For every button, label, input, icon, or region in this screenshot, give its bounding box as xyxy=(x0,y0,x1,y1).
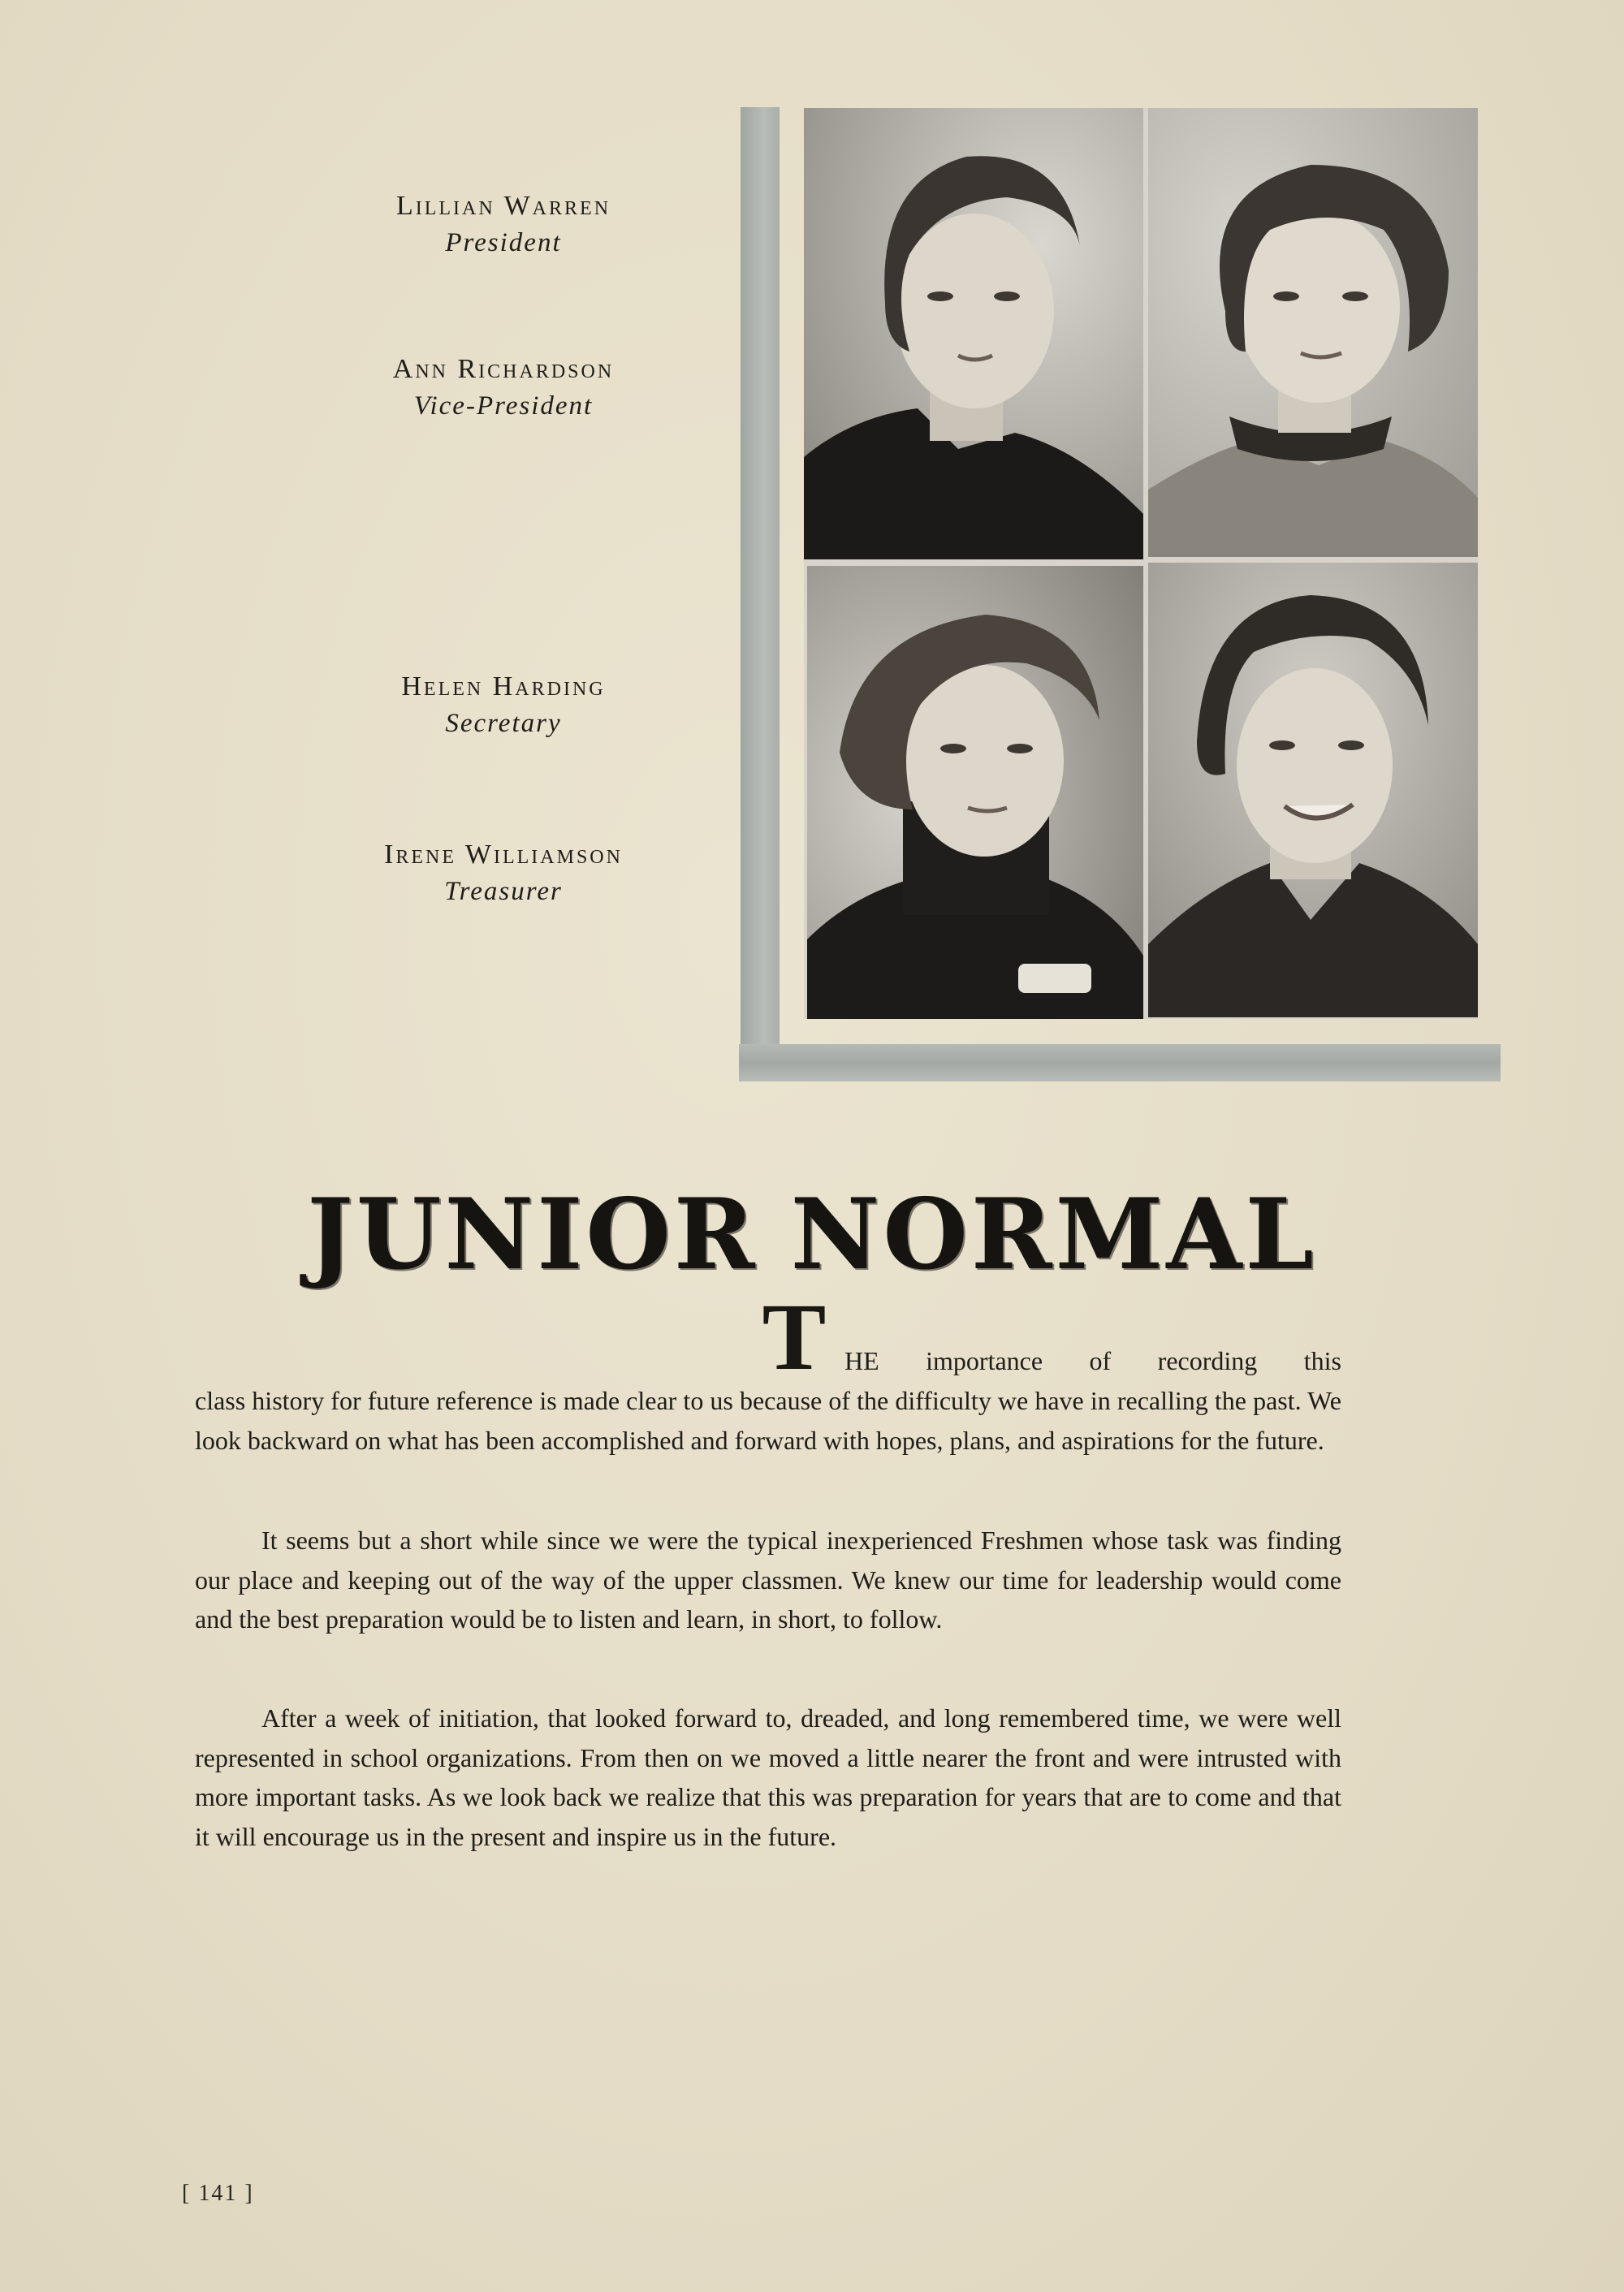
paragraph-3: After a week of initiation, that looked forward to, dreaded, and long remembered time, we were well represented in school organizations. From then on we moved a little nearer the front and were intrusted with more important tasks. As we look back we realize that this was preparation for years that are to come and that it will encourage us in the present and inspire us in the future. xyxy=(195,1703,1341,1851)
page-number: [ 141 ] xyxy=(182,2181,254,2206)
first-line-text: HE importance of recording this xyxy=(844,1346,1341,1375)
officer-name: Ann Richardson xyxy=(392,354,615,384)
officer-name: Irene Williamson xyxy=(384,840,623,870)
portrait-photo-vice-president xyxy=(1148,108,1478,557)
paragraph-1: class history for future reference is made clear to us because of the difficulty we have in recalling the past. We look backward on what has been accomplished and forward with hopes, plans, and aspirations for the future. xyxy=(195,1386,1341,1455)
officer-title: Vice-President xyxy=(413,391,594,421)
officer-name: Lillian Warren xyxy=(395,191,611,221)
heading-word-junior: JUNIOR xyxy=(307,1177,758,1292)
portrait-photo-president xyxy=(804,108,1143,559)
officer-title: President xyxy=(445,228,562,257)
officer-title: Secretary xyxy=(445,709,562,738)
officer-vice-president xyxy=(341,352,666,425)
portrait-photo-secretary xyxy=(807,566,1143,1019)
officer-title: Treasurer xyxy=(444,877,563,906)
officer-photo-grid xyxy=(804,108,1478,1019)
portrait-photo-treasurer xyxy=(1148,563,1478,1017)
officer-president xyxy=(341,188,666,261)
heading-word-normal: NORMAL xyxy=(790,1177,1317,1292)
drop-cap: T xyxy=(762,1284,827,1390)
officer-name: Helen Harding xyxy=(401,671,606,701)
officer-treasurer xyxy=(341,837,666,910)
photo-frame-border-bottom xyxy=(739,1044,1501,1081)
paragraph-2: It seems but a short while since we were the typical inexperienced Freshmen whose task was finding our place and keeping out of the way of the upper classmen. We knew our time for leadership would come and the best preparation would be to listen and learn, in short, to follow. xyxy=(195,1526,1341,1634)
section-heading xyxy=(0,1177,1624,1292)
photo-frame-border-left xyxy=(741,107,780,1081)
officer-secretary xyxy=(341,669,666,742)
